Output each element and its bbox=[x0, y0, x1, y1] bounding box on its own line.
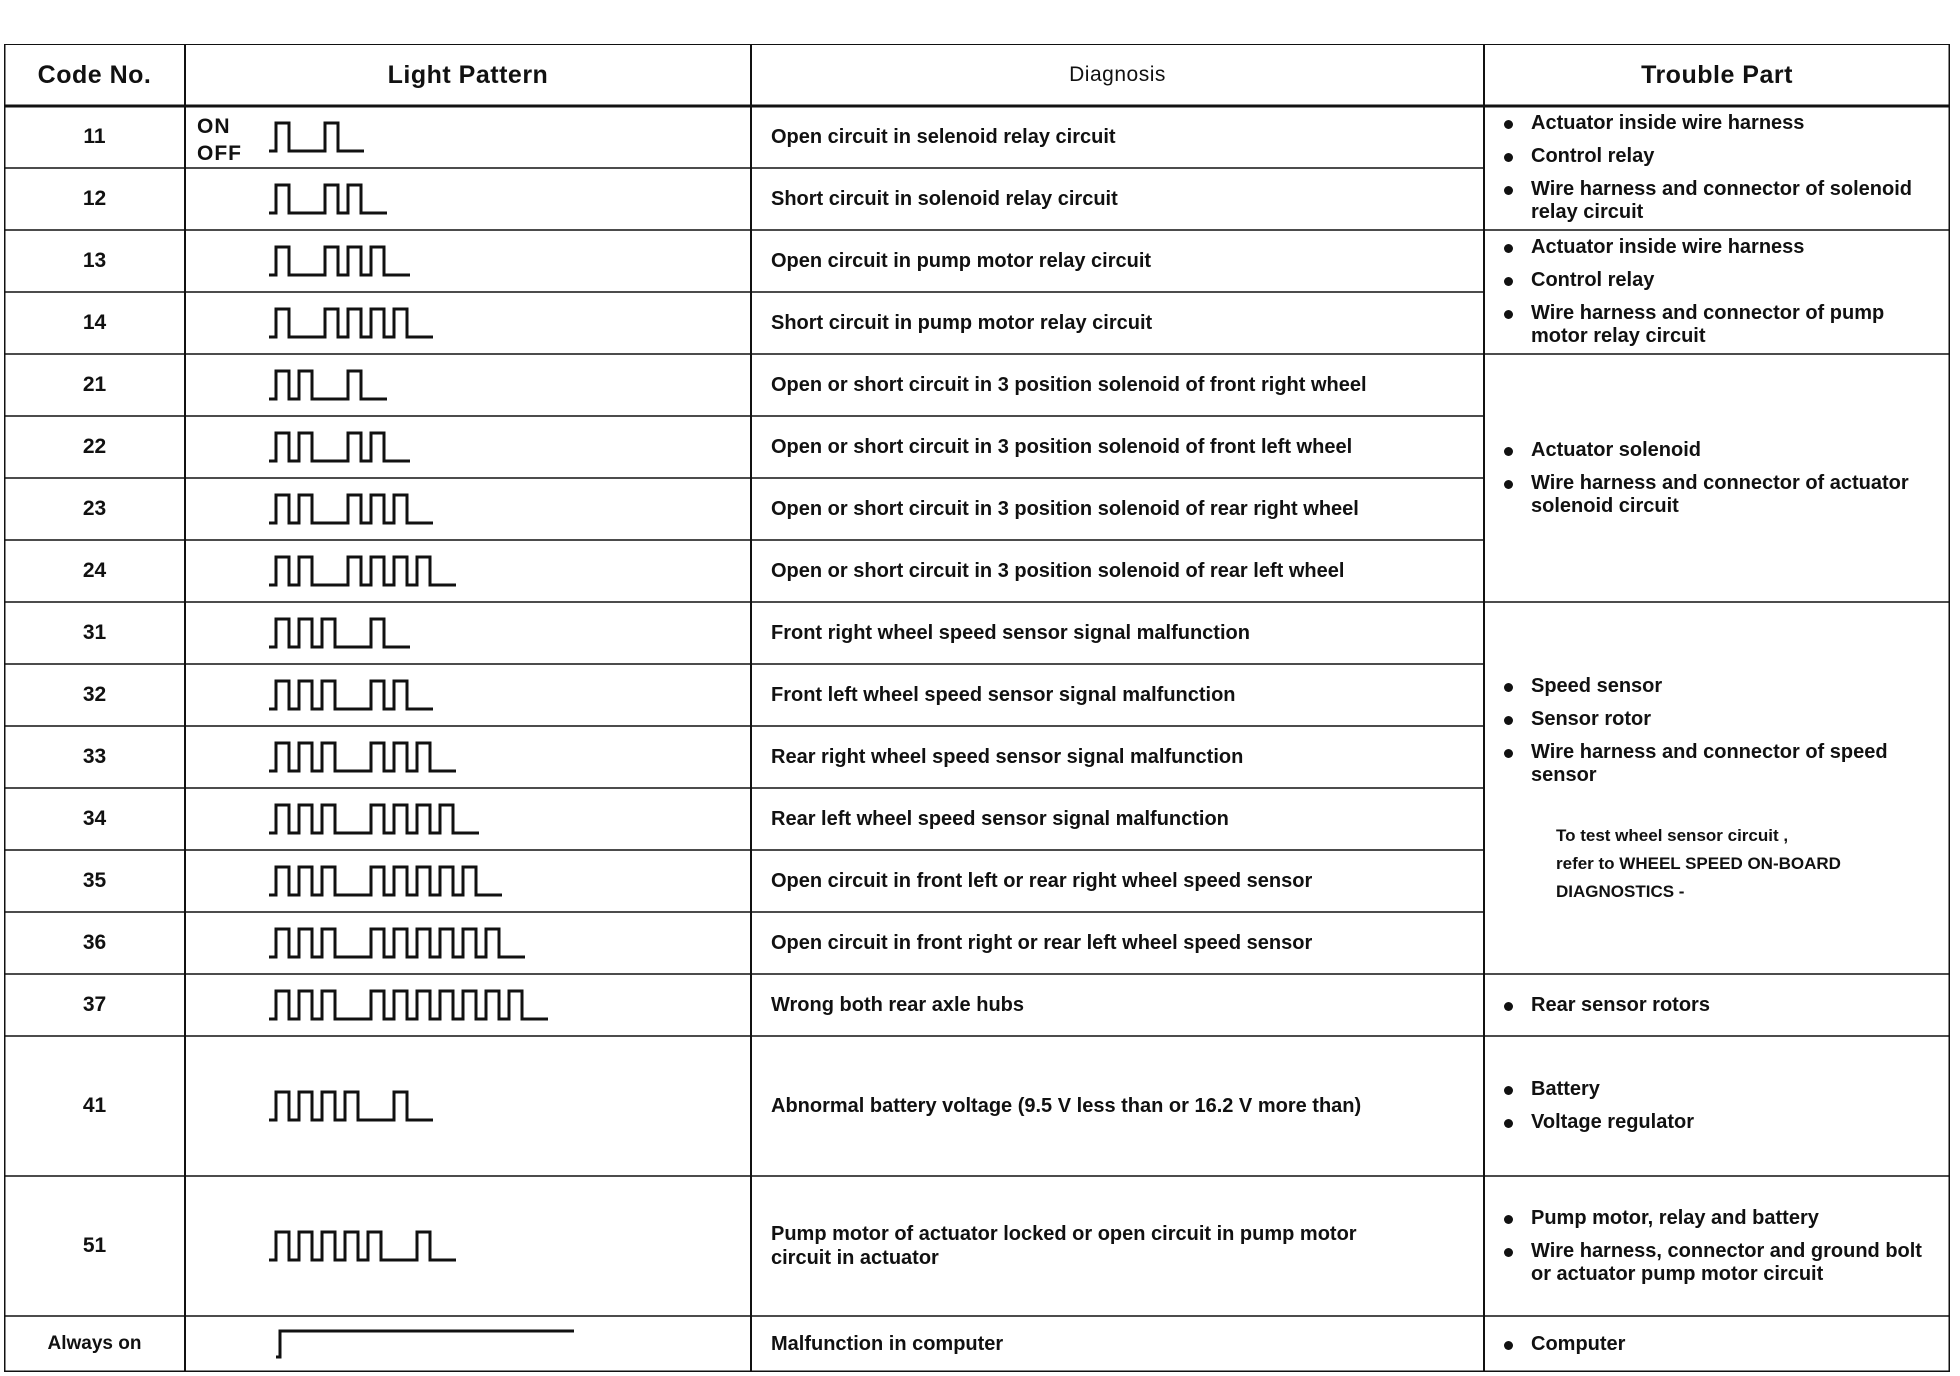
code-number: 12 bbox=[82, 187, 107, 210]
light-pattern-wave bbox=[269, 247, 410, 275]
trouble-part-label: Wire harness and connector of speed sensor bbox=[1531, 741, 1888, 786]
trouble-part-group bbox=[1484, 106, 1950, 230]
trouble-part-item bbox=[1504, 1111, 1694, 1134]
code-number: 21 bbox=[82, 373, 107, 396]
bullet-icon bbox=[1504, 447, 1513, 456]
trouble-part-label: Computer bbox=[1531, 1332, 1626, 1355]
trouble-part-item bbox=[1504, 236, 1804, 259]
bullet-icon bbox=[1504, 716, 1513, 725]
trouble-part-group bbox=[1484, 1176, 1950, 1316]
trouble-part-label: Voltage regulator bbox=[1531, 1111, 1694, 1133]
diagnosis-text: Rear left wheel speed sensor signal malfunction bbox=[771, 808, 1229, 830]
code-number: 32 bbox=[82, 683, 107, 706]
trouble-part-label: Actuator inside wire harness bbox=[1531, 112, 1805, 134]
bullet-icon bbox=[1504, 186, 1513, 195]
code-number: 14 bbox=[82, 311, 107, 334]
trouble-part-group bbox=[1484, 974, 1950, 1036]
diagnosis-text: Open or short circuit in 3 position solenoid of front right wheel bbox=[771, 374, 1367, 396]
light-pattern-wave bbox=[269, 1232, 456, 1260]
light-pattern-wave bbox=[269, 619, 410, 647]
trouble-part-group bbox=[1484, 354, 1950, 602]
trouble-part-item bbox=[1504, 269, 1654, 292]
light-pattern-wave bbox=[269, 123, 364, 151]
diagnosis-text: Open or short circuit in 3 position solenoid of rear left wheel bbox=[771, 560, 1345, 582]
trouble-part-label: Pump motor, relay and battery bbox=[1531, 1206, 1819, 1229]
bullet-icon bbox=[1504, 1086, 1513, 1095]
light-pattern-wave bbox=[269, 557, 456, 585]
trouble-part-label: Wire harness and connector of actuator solenoid circuit bbox=[1531, 471, 1909, 517]
trouble-part-item bbox=[1504, 1078, 1600, 1101]
code-number: 24 bbox=[82, 559, 107, 582]
trouble-part-item bbox=[1504, 302, 1940, 348]
bullet-icon bbox=[1504, 683, 1513, 692]
code-number: 11 bbox=[83, 125, 106, 148]
diagnosis-text: Open or short circuit in 3 position solenoid of front left wheel bbox=[771, 436, 1353, 458]
trouble-part-label: Actuator inside wire harness bbox=[1531, 236, 1805, 258]
code-number: 51 bbox=[82, 1234, 107, 1257]
light-pattern-wave bbox=[269, 743, 456, 771]
on-label: ON bbox=[197, 115, 231, 138]
code-number: Always on bbox=[47, 1333, 142, 1354]
diagnosis-text: Pump motor of actuator locked or open circuit in pump motor circuit in actuator bbox=[771, 1223, 1357, 1269]
diagnosis-text: Open circuit in front left or rear right wheel speed sensor bbox=[771, 870, 1313, 892]
trouble-part-group bbox=[1484, 602, 1950, 974]
header-trouble-part: Trouble Part bbox=[1641, 60, 1793, 89]
trouble-part-item bbox=[1504, 472, 1940, 518]
bullet-icon bbox=[1504, 120, 1513, 129]
trouble-part-label: Control relay bbox=[1531, 145, 1655, 167]
trouble-part-label: Wire harness and connector of pump motor relay circuit bbox=[1531, 302, 1885, 347]
diagnosis-text: Open or short circuit in 3 position solenoid of rear right wheel bbox=[771, 498, 1359, 520]
bullet-icon bbox=[1504, 1248, 1513, 1257]
code-number: 34 bbox=[82, 807, 107, 830]
trouble-part-item bbox=[1504, 1207, 1819, 1230]
light-pattern-wave bbox=[269, 681, 433, 709]
diagnosis-text: Short circuit in solenoid relay circuit bbox=[771, 188, 1118, 210]
bullet-icon bbox=[1504, 153, 1513, 162]
light-pattern-wave bbox=[269, 433, 410, 461]
bullet-icon bbox=[1504, 480, 1513, 489]
header-code-no: Code No. bbox=[37, 60, 152, 89]
trouble-part-label: Battery bbox=[1531, 1078, 1600, 1100]
diagnosis-text: Wrong both rear axle hubs bbox=[771, 994, 1024, 1016]
code-number: 36 bbox=[82, 931, 107, 954]
light-pattern-wave bbox=[269, 309, 433, 337]
trouble-part-item bbox=[1504, 112, 1804, 135]
diagnosis-text: Abnormal battery voltage (9.5 V less than or 16.2 V more than) bbox=[771, 1095, 1362, 1117]
diagnostic-code-table bbox=[4, 44, 1950, 1372]
diagnosis-text: Open circuit in selenoid relay circuit bbox=[771, 126, 1116, 148]
trouble-part-group bbox=[1484, 230, 1950, 354]
trouble-part-label: Wire harness and connector of solenoid relay circuit bbox=[1531, 178, 1912, 223]
note-line: DIAGNOSTICS - bbox=[1556, 882, 1685, 901]
trouble-part-item bbox=[1504, 708, 1651, 731]
header-diagnosis: Diagnosis bbox=[1069, 63, 1166, 86]
code-number: 33 bbox=[82, 745, 107, 768]
bullet-icon bbox=[1504, 1119, 1513, 1128]
diagnosis-text: Front left wheel speed sensor signal malfunction bbox=[771, 684, 1236, 706]
trouble-part-label: Actuator solenoid bbox=[1531, 438, 1702, 461]
diagnosis-text: Rear right wheel speed sensor signal malfunction bbox=[771, 746, 1244, 768]
trouble-part-item bbox=[1504, 675, 1662, 698]
trouble-part-item bbox=[1504, 178, 1940, 224]
trouble-part-group bbox=[1484, 1036, 1950, 1176]
light-pattern-wave bbox=[269, 495, 433, 523]
note-line: To test wheel sensor circuit , bbox=[1556, 826, 1789, 845]
code-number: 37 bbox=[82, 993, 107, 1016]
header-light-pattern: Light Pattern bbox=[387, 60, 549, 89]
light-pattern-wave bbox=[269, 185, 387, 213]
trouble-part-label: Control relay bbox=[1531, 269, 1655, 291]
trouble-part-item bbox=[1504, 741, 1940, 787]
code-number: 22 bbox=[82, 435, 107, 458]
off-label: OFF bbox=[197, 142, 242, 165]
trouble-part-group bbox=[1484, 1316, 1950, 1372]
code-number: 35 bbox=[82, 869, 107, 892]
bullet-icon bbox=[1504, 749, 1513, 758]
trouble-part-label: Rear sensor rotors bbox=[1531, 993, 1710, 1016]
light-pattern-wave bbox=[269, 1092, 433, 1120]
light-pattern-always-on bbox=[276, 1331, 574, 1357]
note-line: refer to WHEEL SPEED ON-BOARD bbox=[1556, 854, 1841, 873]
code-number: 31 bbox=[82, 621, 107, 644]
trouble-part-item bbox=[1504, 439, 1701, 462]
diagnosis-text: Open circuit in front right or rear left wheel speed sensor bbox=[771, 932, 1313, 954]
bullet-icon bbox=[1504, 1215, 1513, 1224]
trouble-part-item bbox=[1504, 145, 1654, 168]
bullet-icon bbox=[1504, 1002, 1513, 1011]
light-pattern-wave bbox=[269, 867, 502, 895]
light-pattern-wave bbox=[269, 929, 525, 957]
diagnosis-text: Front right wheel speed sensor signal malfunction bbox=[771, 622, 1250, 644]
trouble-part-label: Sensor rotor bbox=[1531, 708, 1652, 730]
diagnosis-text: Open circuit in pump motor relay circuit bbox=[771, 250, 1152, 272]
bullet-icon bbox=[1504, 310, 1513, 319]
bullet-icon bbox=[1504, 1341, 1513, 1350]
bullet-icon bbox=[1504, 244, 1513, 253]
code-number: 23 bbox=[82, 497, 107, 520]
code-number: 41 bbox=[82, 1094, 107, 1117]
light-pattern-wave bbox=[269, 991, 548, 1019]
diagnosis-text: Malfunction in computer bbox=[771, 1333, 1004, 1355]
wheel-sensor-test-note bbox=[1504, 822, 1841, 906]
trouble-part-item bbox=[1504, 994, 1710, 1017]
bullet-icon bbox=[1504, 277, 1513, 286]
light-pattern-wave bbox=[269, 805, 479, 833]
trouble-part-item bbox=[1504, 1333, 1625, 1356]
trouble-part-label: Wire harness, connector and ground bolt or actuator pump motor circuit bbox=[1531, 1239, 1922, 1285]
code-number: 13 bbox=[82, 249, 107, 272]
diagnosis-text: Short circuit in pump motor relay circuit bbox=[771, 312, 1153, 334]
light-pattern-wave bbox=[269, 371, 387, 399]
trouble-part-item bbox=[1504, 1240, 1940, 1286]
trouble-part-label: Speed sensor bbox=[1531, 675, 1663, 697]
